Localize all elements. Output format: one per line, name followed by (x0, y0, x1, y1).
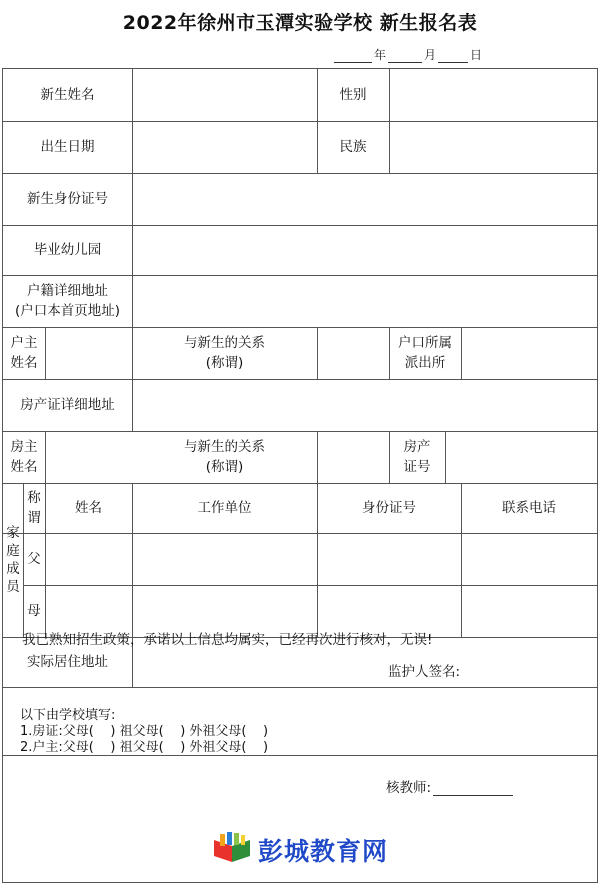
relation-line1: 与新生的关系 (184, 335, 265, 351)
gender-label: 性别 (339, 87, 367, 103)
birth-input[interactable] (132, 121, 317, 173)
property-cert-input[interactable] (445, 431, 597, 483)
kindergarten-label: 毕业幼儿园 (33, 242, 102, 258)
col-id-header: 身份证号 (362, 500, 416, 516)
household-address-input[interactable] (132, 275, 597, 327)
watermark (212, 832, 388, 868)
day-label: 日 (469, 48, 482, 62)
police-station-input[interactable] (461, 327, 597, 379)
school-line-household: 2.户主:父母( ) 祖父母( ) 外祖父母( ) (20, 740, 269, 755)
birth-label: 出生日期 (40, 139, 95, 155)
col-phone-header: 联系电话 (502, 500, 556, 516)
kindergarten-input[interactable] (132, 225, 597, 275)
date-line (334, 46, 482, 63)
checker-label: 核教师: (386, 780, 432, 796)
father-id-input[interactable] (317, 533, 461, 585)
father-phone-input[interactable] (461, 533, 597, 585)
gender-input[interactable] (389, 69, 597, 121)
id-input[interactable] (132, 173, 597, 225)
school-line-property: 1.房证:父母( ) 祖父母( ) 外祖父母( ) (20, 724, 269, 739)
householder-input[interactable] (45, 327, 132, 379)
month-label: 月 (423, 48, 436, 62)
household-address-line1: 户籍详细地址 (27, 283, 108, 299)
checker-signature-blank[interactable] (433, 782, 513, 796)
owner-label (3, 431, 45, 483)
ethnicity-input[interactable] (389, 121, 597, 173)
col-name-header: 姓名 (75, 500, 102, 516)
appellation-char: 谓 (27, 510, 41, 526)
watermark-text: 彭城教育网 (258, 837, 389, 866)
year-label: 年 (373, 48, 386, 62)
family-char: 员 (6, 579, 20, 595)
property-cert-line2: 证号 (403, 459, 431, 475)
household-address-line2: (户口本首页地址) (14, 303, 121, 319)
residence-label: 实际居住地址 (27, 654, 108, 670)
ethnicity-label: 民族 (339, 139, 367, 155)
book-logo-icon (212, 832, 252, 868)
householder-relation-label (132, 327, 317, 379)
declaration-text: 我已熟知招生政策，承诺以上信息均属实，已经再次进行核对，无误! (22, 632, 433, 648)
year-blank[interactable] (334, 49, 372, 63)
owner-relation-line1: 与新生的关系 (184, 439, 265, 455)
school-section-heading: 以下由学校填写: (20, 708, 116, 723)
police-line1: 户口所属 (398, 335, 452, 351)
family-char: 成 (6, 561, 20, 577)
owner-relation-line2: (称谓) (205, 459, 244, 475)
day-blank[interactable] (438, 49, 468, 63)
relation-line2: (称谓) (205, 355, 244, 371)
col-work-header: 工作单位 (197, 500, 252, 516)
checker-teacher (386, 776, 513, 796)
father-label: 父 (27, 551, 41, 567)
page-title: 2022年徐州市玉潭实验学校 新生报名表 (122, 12, 478, 34)
family-members-label (3, 483, 23, 637)
owner-line2: 姓名 (10, 459, 38, 475)
school-section (20, 708, 268, 756)
householder-line1: 户主 (10, 335, 38, 351)
householder-label (3, 327, 45, 379)
registration-form (2, 68, 598, 883)
id-label: 新生身份证号 (27, 191, 108, 207)
mother-label: 母 (27, 603, 41, 619)
property-cert-line1: 房产 (403, 439, 431, 455)
guardian-signature-label: 监护人签名: (388, 664, 461, 680)
father-work-input[interactable] (132, 533, 317, 585)
householder-line2: 姓名 (10, 355, 38, 371)
family-char: 庭 (6, 543, 20, 559)
property-cert-label (389, 431, 445, 483)
family-char: 家 (6, 525, 20, 541)
owner-relation-label (132, 431, 317, 483)
name-input[interactable] (132, 69, 317, 121)
appellation-header (23, 483, 45, 533)
police-line2: 派出所 (404, 355, 446, 371)
household-address-label (3, 275, 132, 327)
owner-input[interactable] (45, 431, 132, 483)
police-station-label (389, 327, 461, 379)
property-address-input[interactable] (132, 379, 597, 431)
mother-phone-input[interactable] (461, 585, 597, 637)
name-label: 新生姓名 (40, 87, 95, 103)
month-blank[interactable] (388, 49, 422, 63)
row-divider (3, 687, 597, 688)
owner-line1: 房主 (10, 439, 38, 455)
owner-relation-input[interactable] (317, 431, 389, 483)
householder-relation-input[interactable] (317, 327, 389, 379)
property-address-label: 房产证详细地址 (20, 397, 115, 413)
appellation-char: 称 (27, 490, 41, 506)
father-name-input[interactable] (45, 533, 132, 585)
